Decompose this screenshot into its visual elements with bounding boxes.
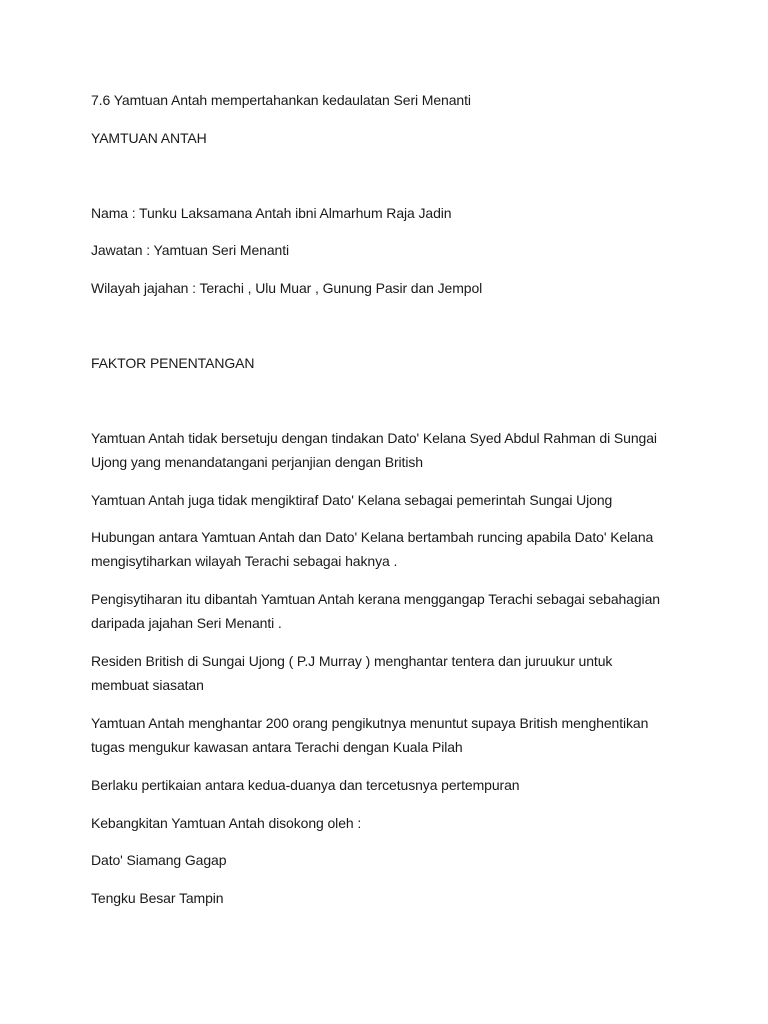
heading: YAMTUAN ANTAH — [91, 130, 207, 146]
list-item: Dato' Siamang Gagap — [91, 852, 227, 868]
paragraph: Residen British di Sungai Ujong ( P.J Murray ) menghantar tentera dan juruukur untuk membuat siasatan — [91, 653, 613, 693]
profile-wilayah: Wilayah jajahan : Terachi , Ulu Muar , Gunung Pasir dan Jempol — [91, 280, 483, 296]
paragraph: Yamtuan Antah juga tidak mengiktiraf Dato' Kelana sebagai pemerintah Sungai Ujong — [91, 492, 613, 508]
section-title: 7.6 Yamtuan Antah mempertahankan kedaulatan Seri Menanti — [91, 92, 471, 108]
paragraph: Kebangkitan Yamtuan Antah disokong oleh : — [91, 815, 362, 831]
paragraph: Pengisytiharan itu dibantah Yamtuan Antah kerana menggangap Terachi sebagai sebahagian daripada jajahan Seri Menanti . — [91, 591, 660, 631]
paragraph: Yamtuan Antah menghantar 200 orang pengikutnya menuntut supaya British menghentikan tugas mengukur kawasan antara Terachi dengan Kuala Pilah — [91, 715, 649, 755]
paragraph: Yamtuan Antah tidak bersetuju dengan tindakan Dato' Kelana Syed Abdul Rahman di Sungai Ujong yang menandatangani perjanjian dengan British — [91, 430, 657, 470]
profile-nama: Nama : Tunku Laksamana Antah ibni Almarhum Raja Jadin — [91, 205, 452, 221]
profile-jawatan: Jawatan : Yamtuan Seri Menanti — [91, 242, 290, 258]
paragraph: Hubungan antara Yamtuan Antah dan Dato' Kelana bertambah runcing apabila Dato' Kelana mengisytiharkan wilayah Terachi sebagai haknya . — [91, 529, 654, 569]
subheading: FAKTOR PENENTANGAN — [91, 355, 255, 371]
list-item: Tengku Besar Tampin — [91, 890, 224, 906]
paragraph: Berlaku pertikaian antara kedua-duanya dan tercetusnya pertempuran — [91, 777, 520, 793]
